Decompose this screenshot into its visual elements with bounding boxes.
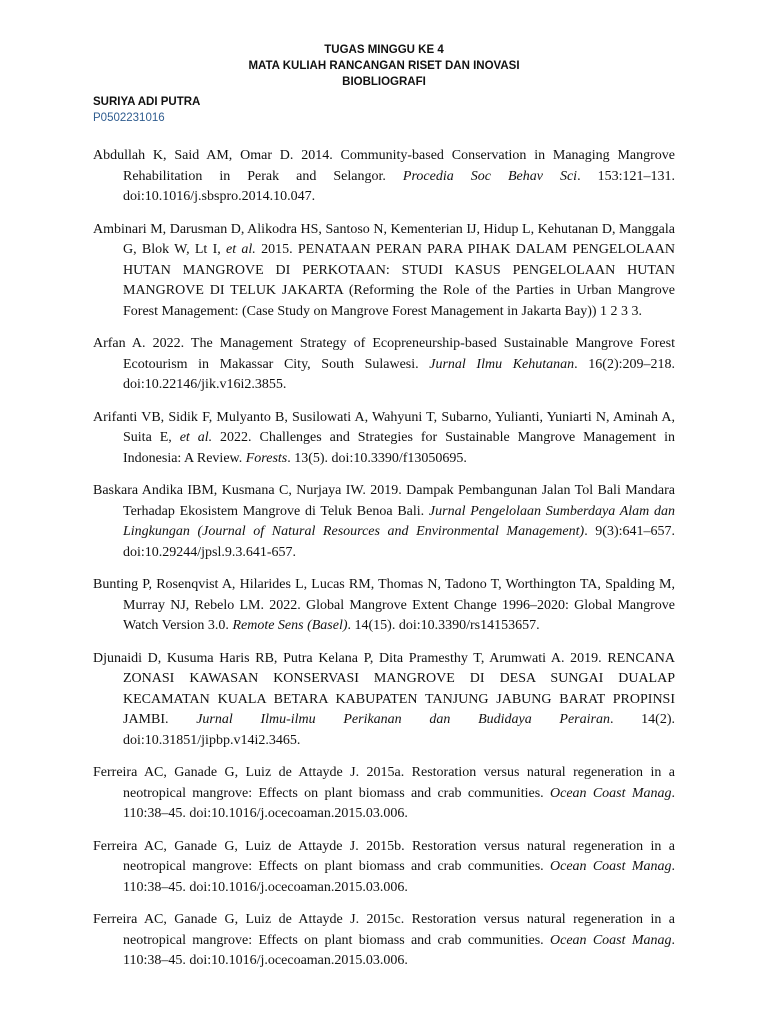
reference-details: . 14(15). doi:10.3390/rs14153657. bbox=[347, 618, 540, 633]
reference-text: Bunting P, Rosenqvist A, Hilarides L, Lucas RM, Thomas N, Tadono T, Worthington TA, Spalding M, Murray NJ, Rebelo LM. 2022. Global Mangrove Extent Change 1996–2020: Global Mangrove Watch Version 3.0. bbox=[93, 577, 675, 633]
reference-text: Arfan A. 2022. The Management Strategy of Ecopreneurship-based Sustainable Mangrove Forest Ecotourism in Makassar City, South Sulawesi. bbox=[93, 336, 675, 372]
reference-entry bbox=[93, 763, 675, 825]
student-id: P0502231016 bbox=[93, 112, 165, 124]
reference-details: . 110:38–45. doi:10.1016/j.ocecoaman.2015.03.006. bbox=[123, 859, 675, 895]
document-header bbox=[0, 42, 768, 90]
reference-entry bbox=[93, 649, 675, 752]
reference-entry bbox=[93, 481, 675, 563]
reference-text: Abdullah K, Said AM, Omar D. 2014. Community-based Conservation in Managing Mangrove Rehabilitation in Perak and Selangor. bbox=[93, 148, 675, 184]
journal-name: Forests bbox=[245, 450, 288, 466]
reference-entry bbox=[93, 334, 675, 396]
reference-list bbox=[93, 146, 675, 984]
reference-details: . 153:121–131. doi:10.1016/j.sbspro.2014.10.047. bbox=[123, 168, 675, 204]
reference-text: Ferreira AC, Ganade G, Luiz de Attayde J. 2015b. Restoration versus natural regeneration in a neotropical mangrove: Effects on plant biomass and crab communities. bbox=[93, 838, 675, 874]
reference-details: . 110:38–45. doi:10.1016/j.ocecoaman.2015.03.006. bbox=[123, 932, 675, 968]
journal-name: Ocean Coast Manag bbox=[550, 859, 672, 874]
reference-entry bbox=[93, 910, 675, 972]
reference-entry bbox=[93, 575, 675, 637]
author-block bbox=[93, 94, 200, 126]
reference-details: . 16(2):209–218. doi:10.22146/jik.v16i2.3855. bbox=[123, 356, 675, 392]
reference-entry bbox=[93, 837, 675, 899]
et-al: et al. bbox=[179, 430, 213, 445]
journal-name: Ocean Coast Manag bbox=[550, 785, 672, 801]
reference-entry bbox=[93, 146, 675, 208]
reference-text: Baskara Andika IBM, Kusmana C, Nurjaya IW. 2019. Dampak Pembangunan Jalan Tol Bali Mandara Terhadap Ekosistem Mangrove di Teluk Benoa Bali. bbox=[93, 483, 675, 519]
header-title-line-3: BIOBLIOGRAFI bbox=[342, 76, 426, 88]
reference-text: Ferreira AC, Ganade G, Luiz de Attayde J. 2015a. Restoration versus natural regeneration in a neotropical mangrove: Effects on plant biomass and crab communities. bbox=[93, 765, 675, 801]
journal-name: Ocean Coast Manag bbox=[550, 932, 672, 948]
reference-text: Ambinari M, Darusman D, Alikodra HS, Santoso N, Kementerian IJ, Hidup L, Kehutanan D, Manggala G, Blok W, Lt I, bbox=[93, 221, 675, 257]
journal-name: Jurnal Ilmu-ilmu Perikanan dan Budidaya Perairan bbox=[196, 712, 610, 727]
author-name: SURIYA ADI PUTRA bbox=[93, 96, 201, 108]
header-title-line-1: TUGAS MINGGU KE 4 bbox=[324, 44, 444, 56]
header-title-line-2: MATA KULIAH RANCANGAN RISET DAN INOVASI bbox=[248, 60, 520, 72]
reference-details: . 9(3):641–657. doi:10.29244/jpsl.9.3.641-657. bbox=[123, 524, 675, 560]
reference-entry bbox=[93, 408, 675, 470]
reference-details: . 110:38–45. doi:10.1016/j.ocecoaman.2015.03.006. bbox=[123, 785, 675, 821]
reference-details: . 13(5). doi:10.3390/f13050695. bbox=[287, 450, 467, 466]
reference-details: 2015. PENATAAN PERAN PARA PIHAK DALAM PENGELOLAAN HUTAN MANGROVE DI PERKOTAAN: STUDI KASUS PENGELOLAAN HUTAN MANGROVE DI TELUK JAKARTA (Reforming the Role of the Parties in Urban Mangrove Forest Management: (Case Study on Mangrove Forest Management in Jakarta Bay)) 1 2 3 3. bbox=[123, 242, 675, 319]
reference-text: Arifanti VB, Sidik F, Mulyanto B, Susilowati A, Wahyuni T, Subarno, Yulianti, Yuniarti N, Aminah A, Suita E, bbox=[93, 409, 675, 445]
journal-name: Procedia Soc Behav Sci bbox=[402, 168, 578, 184]
et-al: et al. bbox=[226, 242, 256, 257]
reference-details: . 14(2). doi:10.31851/jipbp.v14i2.3465. bbox=[123, 712, 675, 748]
reference-entry bbox=[93, 220, 675, 323]
reference-text: Ferreira AC, Ganade G, Luiz de Attayde J. 2015c. Restoration versus natural regeneration in a neotropical mangrove: Effects on plant biomass and crab communities. bbox=[93, 912, 675, 948]
journal-name: Jurnal Pengelolaan Sumberdaya Alam dan Lingkungan (Journal of Natural Resources and Environmental Management) bbox=[123, 503, 675, 539]
journal-name: Jurnal Ilmu Kehutanan bbox=[429, 356, 575, 372]
reference-title: 2022. Challenges and Strategies for Sustainable Mangrove Management in Indonesia: A Review. bbox=[123, 430, 675, 466]
reference-text: Djunaidi D, Kusuma Haris RB, Putra Kelana P, Dita Pramesthy T, Arumwati A. 2019. RENCANA ZONASI KAWASAN KONSERVASI MANGROVE DI DESA SUNGAI DUALAP KECAMATAN KUALA BETARA KABUPATEN TANJUNG JABUNG BARAT PROPINSI JAMBI. bbox=[93, 650, 675, 727]
journal-name: Remote Sens (Basel) bbox=[232, 618, 348, 633]
